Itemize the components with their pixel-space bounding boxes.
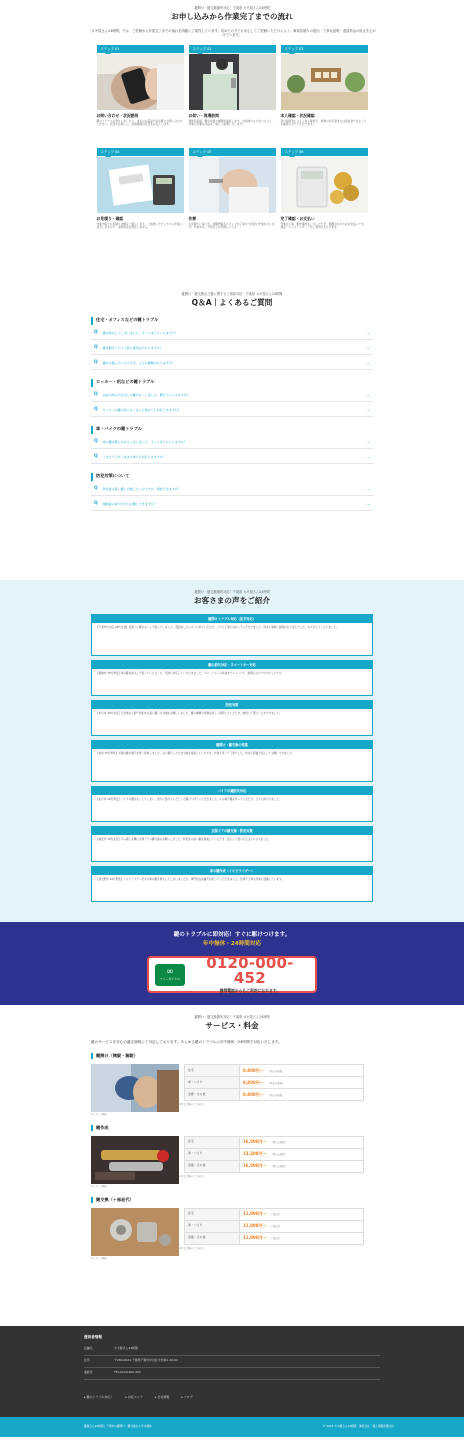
voice-card	[91, 866, 373, 902]
image-caption: ※イメージ画像	[91, 1184, 107, 1188]
step-label: ステップ 01	[97, 45, 184, 53]
faq-item[interactable]	[91, 389, 373, 402]
chevron-down-icon[interactable]: ⌄	[366, 500, 370, 506]
price-table	[184, 1136, 364, 1173]
footer-links	[84, 1395, 464, 1399]
price-note: ＋部品代	[270, 1213, 280, 1217]
faq-question: 補助錠の取り付けもお願いできますか？	[102, 501, 157, 506]
step-label: ステップ 04	[97, 148, 184, 156]
price-table	[184, 1064, 364, 1101]
step-desc: お見積りに基づき、経験豊富なスタッフが丁寧かつ迅速に作業を行います。作業中のご不明点もお気軽にどうぞ。	[188, 221, 275, 230]
faq-item[interactable]	[91, 327, 373, 340]
faq-question: 会社の机の引き出しの鍵をなくしました。開けてもらえますか？	[102, 392, 190, 397]
question-mark-icon: Q	[94, 344, 98, 350]
faq-item[interactable]	[91, 404, 373, 417]
step-title: 完了確認・お支払い	[280, 216, 315, 222]
question-mark-icon: Q	[94, 329, 98, 335]
voice-card	[91, 826, 373, 862]
faq-category: 防犯対策について	[91, 473, 373, 481]
price-value: 16,500円〜	[243, 1163, 267, 1169]
phone-note: 携帯電話からもご利用になれます。	[219, 988, 281, 994]
price-value: 8,800円〜	[243, 1067, 264, 1073]
voice-heading: バイクの鍵紛失対応	[92, 787, 372, 795]
price-note: ＋部品代	[270, 1237, 280, 1241]
voice-card	[91, 786, 373, 822]
price-note: （税込み価格）	[270, 1141, 288, 1145]
price-cell	[240, 1232, 364, 1244]
question-mark-icon: Q	[94, 359, 98, 365]
info-label: 住所	[84, 1358, 90, 1363]
step-card-1	[97, 45, 184, 142]
flow-caption: 鍵開け・鍵交換随所対応！千葉県 カギ屋さん24時間	[194, 6, 270, 10]
voice-card	[91, 660, 373, 696]
price-value: 8,800円〜	[243, 1079, 264, 1085]
faq-item[interactable]	[91, 498, 373, 511]
phone-number: 0120-000-452	[206, 954, 294, 988]
voice-body: 【松戸市 20代男性】バイクの鍵をなくしてしまい、途方に暮れていたところ駆けつけていただきました。その場で鍵を作っていただき、とても助かりました。	[96, 797, 282, 801]
voice-heading: 玄関ドアの鍵交換・防犯対策	[92, 827, 372, 835]
voice-heading: 鍵開け・鍵交換の相談	[92, 741, 372, 749]
question-mark-icon: Q	[94, 391, 98, 397]
step-label: ステップ 06	[281, 148, 368, 156]
footer-link-label: 会社情報	[157, 1394, 170, 1399]
step-card-2	[189, 45, 276, 142]
table-row	[185, 1136, 364, 1148]
footer-tagline: 鍵屋さん24時間 | 千葉市の鍵開け・鍵交換なら年中無休	[84, 1424, 152, 1429]
voice-card	[91, 614, 373, 656]
faq-list	[91, 317, 373, 511]
faq-item[interactable]	[91, 342, 373, 355]
price-footnote: ※作業は現状による料金	[179, 1174, 204, 1178]
faq-item[interactable]	[91, 451, 373, 464]
info-row	[84, 1368, 380, 1380]
question-mark-icon: Q	[94, 438, 98, 444]
service-photo-key-making	[91, 1136, 179, 1184]
voice-body: 【船橋市 30代男性】車の鍵を紛失して困っていたところ、迅速に対応していただきました。スマートキーの作成までスムーズで、説明もわかりやすかったです。	[96, 671, 284, 675]
step-label: ステップ 05	[189, 148, 276, 156]
price-category: 鍵開け（開錠・解錠）	[91, 1053, 373, 1059]
voice-body: 【習志野市 40代男性】イモビライザー付きの車の鍵を紛失してしまいましたが、専門的な知識で対応していただきました。迅速で丁寧な作業に感謝しています。	[96, 877, 284, 881]
step-card-6	[281, 148, 368, 245]
faq-item[interactable]	[91, 483, 373, 496]
footer-link[interactable]: ▸ 会社情報	[154, 1394, 170, 1399]
step-desc: 作業内容とお見積り金額をご提示します。ご納得いただいてから作業に着手しますので、追加料金は発生しません。	[96, 221, 183, 230]
phone-call-button[interactable]	[147, 956, 317, 993]
info-label: 店舗名	[84, 1346, 93, 1351]
chevron-down-icon[interactable]: ⌄	[366, 359, 370, 365]
price-value: 16,500円〜	[243, 1139, 267, 1145]
price-row	[91, 1136, 373, 1188]
cta-subheadline: 年中無休・24時間対応	[202, 940, 262, 947]
price-footnote: ※作業は現状による料金	[179, 1246, 204, 1250]
service-photo-lock-exchange	[91, 1208, 179, 1256]
voice-body: 【千葉市中央区 20代女性】夜遅くに鍵をなくして困っていました。電話をしたらすぐに来ていただき、とても丁寧に対応していただけました。料金も事前に説明があり安心でした。ありがとうございました。	[96, 625, 339, 629]
price-label: 車・バイク	[185, 1077, 240, 1089]
footer-link[interactable]: ▸ 鍵のトラブル対応！	[84, 1394, 114, 1399]
price-lead: 鍵のサービスを安心の適正価格にて対応しております。あらゆる鍵のトラブルに年中無休・24時間で対応いたします。	[91, 1039, 282, 1044]
chevron-down-icon[interactable]: ⌄	[366, 438, 370, 444]
faq-item[interactable]	[91, 436, 373, 449]
free-dial-icon: ∞ フリーダイヤル	[155, 964, 185, 986]
copyright: © 2023 カギ屋さん24時間 運営会社・個人情報保護方針	[322, 1424, 394, 1429]
faq-question: 鍵を紛失してしまいました。すぐに来てもらえますか？	[102, 330, 178, 335]
price-section	[0, 1005, 464, 1326]
price-note: （税込み価格）	[267, 1069, 285, 1073]
step-photo-phone-call	[97, 54, 184, 110]
flow-title: お申し込みから作業完了までの流れ	[171, 12, 293, 22]
footer-bottom-bar	[0, 1417, 464, 1437]
cta-headline: 鍵のトラブルに即対応！すぐに駆けつけます。	[173, 932, 291, 938]
step-photo-lock-work	[189, 157, 276, 213]
free-dial-label: フリーダイヤル	[159, 977, 181, 982]
faq-question: 車の鍵を閉じ込めてしまいました。すぐに来てもらえますか？	[102, 439, 187, 444]
voice-body: 【浦安市 30代女性】引っ越しを機に玄関ドアの鍵交換をお願いしました。防犯性の高い鍵を提案していただき、安心して暮らせるようになりました。	[96, 837, 272, 841]
faq-section	[0, 262, 464, 580]
faq-category: 車・バイクの鍵トラブル	[91, 426, 373, 434]
price-row	[91, 1208, 373, 1260]
faq-question: イモビライザー付きの車でも対応できますか？	[102, 454, 166, 459]
step-photo-door-visit	[189, 54, 276, 110]
footer-link[interactable]: ▸ 対応エリア	[125, 1394, 143, 1399]
flow-section	[0, 0, 464, 262]
footer-link-label: 鍵のトラブル対応！	[86, 1394, 114, 1399]
chevron-down-icon[interactable]: ⌄	[366, 485, 370, 491]
question-mark-icon: Q	[94, 406, 98, 412]
faq-caption: 鍵開け・鍵交換など鍵に関するご相談対応！千葉県 カギ屋さん24時間	[181, 292, 283, 296]
table-row	[185, 1232, 364, 1244]
faq-question: ロッカーの鍵が回らなくなった場合でも対応できますか？	[102, 407, 181, 412]
price-cell	[240, 1148, 364, 1160]
table-row	[185, 1065, 364, 1077]
price-cell	[240, 1208, 364, 1220]
service-photo-unlock	[91, 1064, 179, 1112]
table-row	[185, 1077, 364, 1089]
step-label: ステップ 02	[189, 45, 276, 53]
price-cell	[240, 1160, 364, 1172]
step-title: お見積り・確認	[96, 216, 124, 222]
info-row	[84, 1356, 380, 1368]
price-footnote: ※作業は現状による料金	[179, 1103, 204, 1107]
step-photo-identity-check	[281, 54, 368, 110]
faq-category: ロッカー・机などの鍵トラブル	[91, 379, 373, 387]
voice-heading: 車の鍵作成（イモビライザー）	[92, 867, 372, 875]
company-info-table	[84, 1344, 380, 1380]
price-value: 11,000円〜	[243, 1235, 267, 1241]
footer-link-label: 対応エリア	[127, 1394, 143, 1399]
step-desc: 作業完了後、動作確認をしていただき、問題がなければお支払いです。現金・クレジットカードがご利用いただけます。	[280, 221, 367, 230]
info-row	[84, 1344, 380, 1356]
footer-heading: 運営者情報	[84, 1335, 102, 1339]
table-row	[185, 1160, 364, 1172]
price-category: 鍵交換（＋部品代）	[91, 1197, 373, 1203]
price-title: サービス・料金	[205, 1021, 259, 1031]
price-category: 鍵作成	[91, 1125, 373, 1131]
price-label: 車・バイク	[185, 1220, 240, 1232]
price-value: 8,800円〜	[243, 1091, 264, 1097]
price-content	[91, 1040, 373, 1260]
price-note: （税込み価格）	[270, 1165, 288, 1169]
flow-steps	[97, 45, 368, 245]
step-title: お問い合わせ・状況説明	[96, 113, 139, 119]
price-row	[91, 1064, 373, 1116]
voice-card	[91, 700, 373, 736]
step-desc: 鍵のトラブルが発生しましたら、まずはお電話でお気軽にお問い合わせください。状況をお伺いし、到着時間の目安をお伝えします。	[96, 118, 183, 127]
price-cell	[240, 1089, 364, 1101]
price-label: 金庫・その他	[185, 1160, 240, 1172]
question-mark-icon: Q	[94, 500, 98, 506]
voices-caption: 鍵開け・鍵交換随所対応！千葉県 カギ屋さん24時間	[194, 590, 270, 594]
price-caption: 鍵開け・鍵交換随所対応！千葉県 カギ屋さん24時間	[194, 1015, 270, 1019]
price-cell	[240, 1065, 364, 1077]
call-to-action-banner	[0, 922, 464, 1005]
price-value: 11,000円〜	[243, 1211, 267, 1217]
voice-heading: 鍵開けトラブル対応（急ぎ対応）	[92, 615, 372, 623]
step-title: 本人確認・状況確認	[280, 113, 315, 119]
price-value: 13,200円〜	[243, 1151, 267, 1157]
footer-link[interactable]: ▸ ブログ	[181, 1394, 193, 1399]
step-card-4	[97, 148, 184, 245]
image-caption: ※イメージ画像	[91, 1256, 107, 1260]
faq-title: Q＆A｜よくあるご質問	[191, 298, 273, 308]
chevron-down-icon[interactable]: ⌄	[366, 406, 370, 412]
price-note: （税込み価格）	[270, 1153, 288, 1157]
price-note: （税込み価格）	[267, 1081, 285, 1085]
price-table	[184, 1208, 364, 1245]
step-label: ステップ 03	[281, 45, 368, 53]
faq-item[interactable]	[91, 357, 373, 370]
faq-question: 鍵を交換したいのですが、どんな種類がありますか？	[102, 360, 175, 365]
price-label: 金庫・その他	[185, 1232, 240, 1244]
info-value: 〒260-0024 千葉県千葉市中央区中央港1-20-04	[114, 1358, 178, 1363]
voices-title: お客さまの声をご紹介	[194, 596, 270, 606]
image-caption: ※イメージ画像	[91, 1113, 107, 1117]
step-desc: 身分証明書によるご本人確認と、建物の所有者または居住者であることを確認させていただきます。	[280, 118, 367, 127]
faq-question: 防犯性の高い鍵に交換したいのですが、相談できますか？	[102, 486, 181, 491]
price-label: 住宅	[185, 1065, 240, 1077]
faq-question: 鍵を開けてもらう際に費用はかかりますか？	[102, 345, 163, 350]
step-photo-payment	[281, 157, 368, 213]
table-row	[185, 1148, 364, 1160]
voices-list	[91, 614, 373, 902]
footer-link-label: ブログ	[183, 1394, 193, 1399]
price-label: 車・バイク	[185, 1148, 240, 1160]
info-value: TEL:0120-000-452	[114, 1370, 141, 1375]
chevron-down-icon[interactable]: ⌄	[366, 391, 370, 397]
chevron-down-icon[interactable]: ⌄	[366, 453, 370, 459]
voice-body: 【市川市 40代女性】空き巣が心配で防犯性の高い鍵への交換をお願いしました。鍵の種類や特徴を詳しく説明していただき、納得して選ぶことができました。	[96, 711, 282, 715]
step-photo-estimate	[97, 157, 184, 213]
step-title: 作業	[188, 216, 197, 222]
info-value: カギ屋さん24時間	[114, 1346, 138, 1351]
chevron-down-icon[interactable]: ⌄	[366, 344, 370, 350]
voice-heading: 防犯対策	[92, 701, 372, 709]
voice-heading: 鍵の紛失対応・スマートキー対応	[92, 661, 372, 669]
voices-section	[0, 580, 464, 922]
step-desc: 現地到着後、鍵の状態や種類を確認します。お客様の立ち会いのもと、作業に必要な内容を丁寧にご説明いたします。	[188, 118, 275, 127]
price-note: ＋部品代	[270, 1225, 280, 1229]
price-value: 11,000円〜	[243, 1223, 267, 1229]
table-row	[185, 1089, 364, 1101]
price-cell	[240, 1077, 364, 1089]
price-label: 住宅	[185, 1208, 240, 1220]
info-label: 連絡先	[84, 1370, 93, 1375]
price-label: 金庫・その他	[185, 1089, 240, 1101]
faq-category: 住宅・オフィスなどの鍵トラブル	[91, 317, 373, 325]
table-row	[185, 1208, 364, 1220]
price-label: 住宅	[185, 1136, 240, 1148]
footer	[0, 1326, 464, 1417]
question-mark-icon: Q	[94, 485, 98, 491]
voice-card	[91, 740, 373, 782]
price-cell	[240, 1220, 364, 1232]
voice-body: 【柏市 50代男性】玄関の鍵の調子が悪く相談しました。古い鍵だったため交換を提案していただき、作業も早くて丁寧でした。料金も明確で安心してお願いできました。	[96, 751, 295, 755]
price-cell	[240, 1136, 364, 1148]
step-card-5	[189, 148, 276, 245]
table-row	[185, 1220, 364, 1232]
step-title: お伺い・現場訪問	[188, 113, 219, 119]
question-mark-icon: Q	[94, 453, 98, 459]
price-note: （税込み価格）	[267, 1093, 285, 1097]
flow-lead: 「カギ屋さん24時間」では、ご依頼から作業完了までの流れを明確にご案内しています。初めての方でも安心してご依頼いただけるよう、事前見積りの提出・丁寧な説明・追加料金の防止を心がけています。	[88, 28, 376, 37]
step-card-3	[281, 45, 368, 142]
chevron-down-icon[interactable]: ⌄	[366, 329, 370, 335]
